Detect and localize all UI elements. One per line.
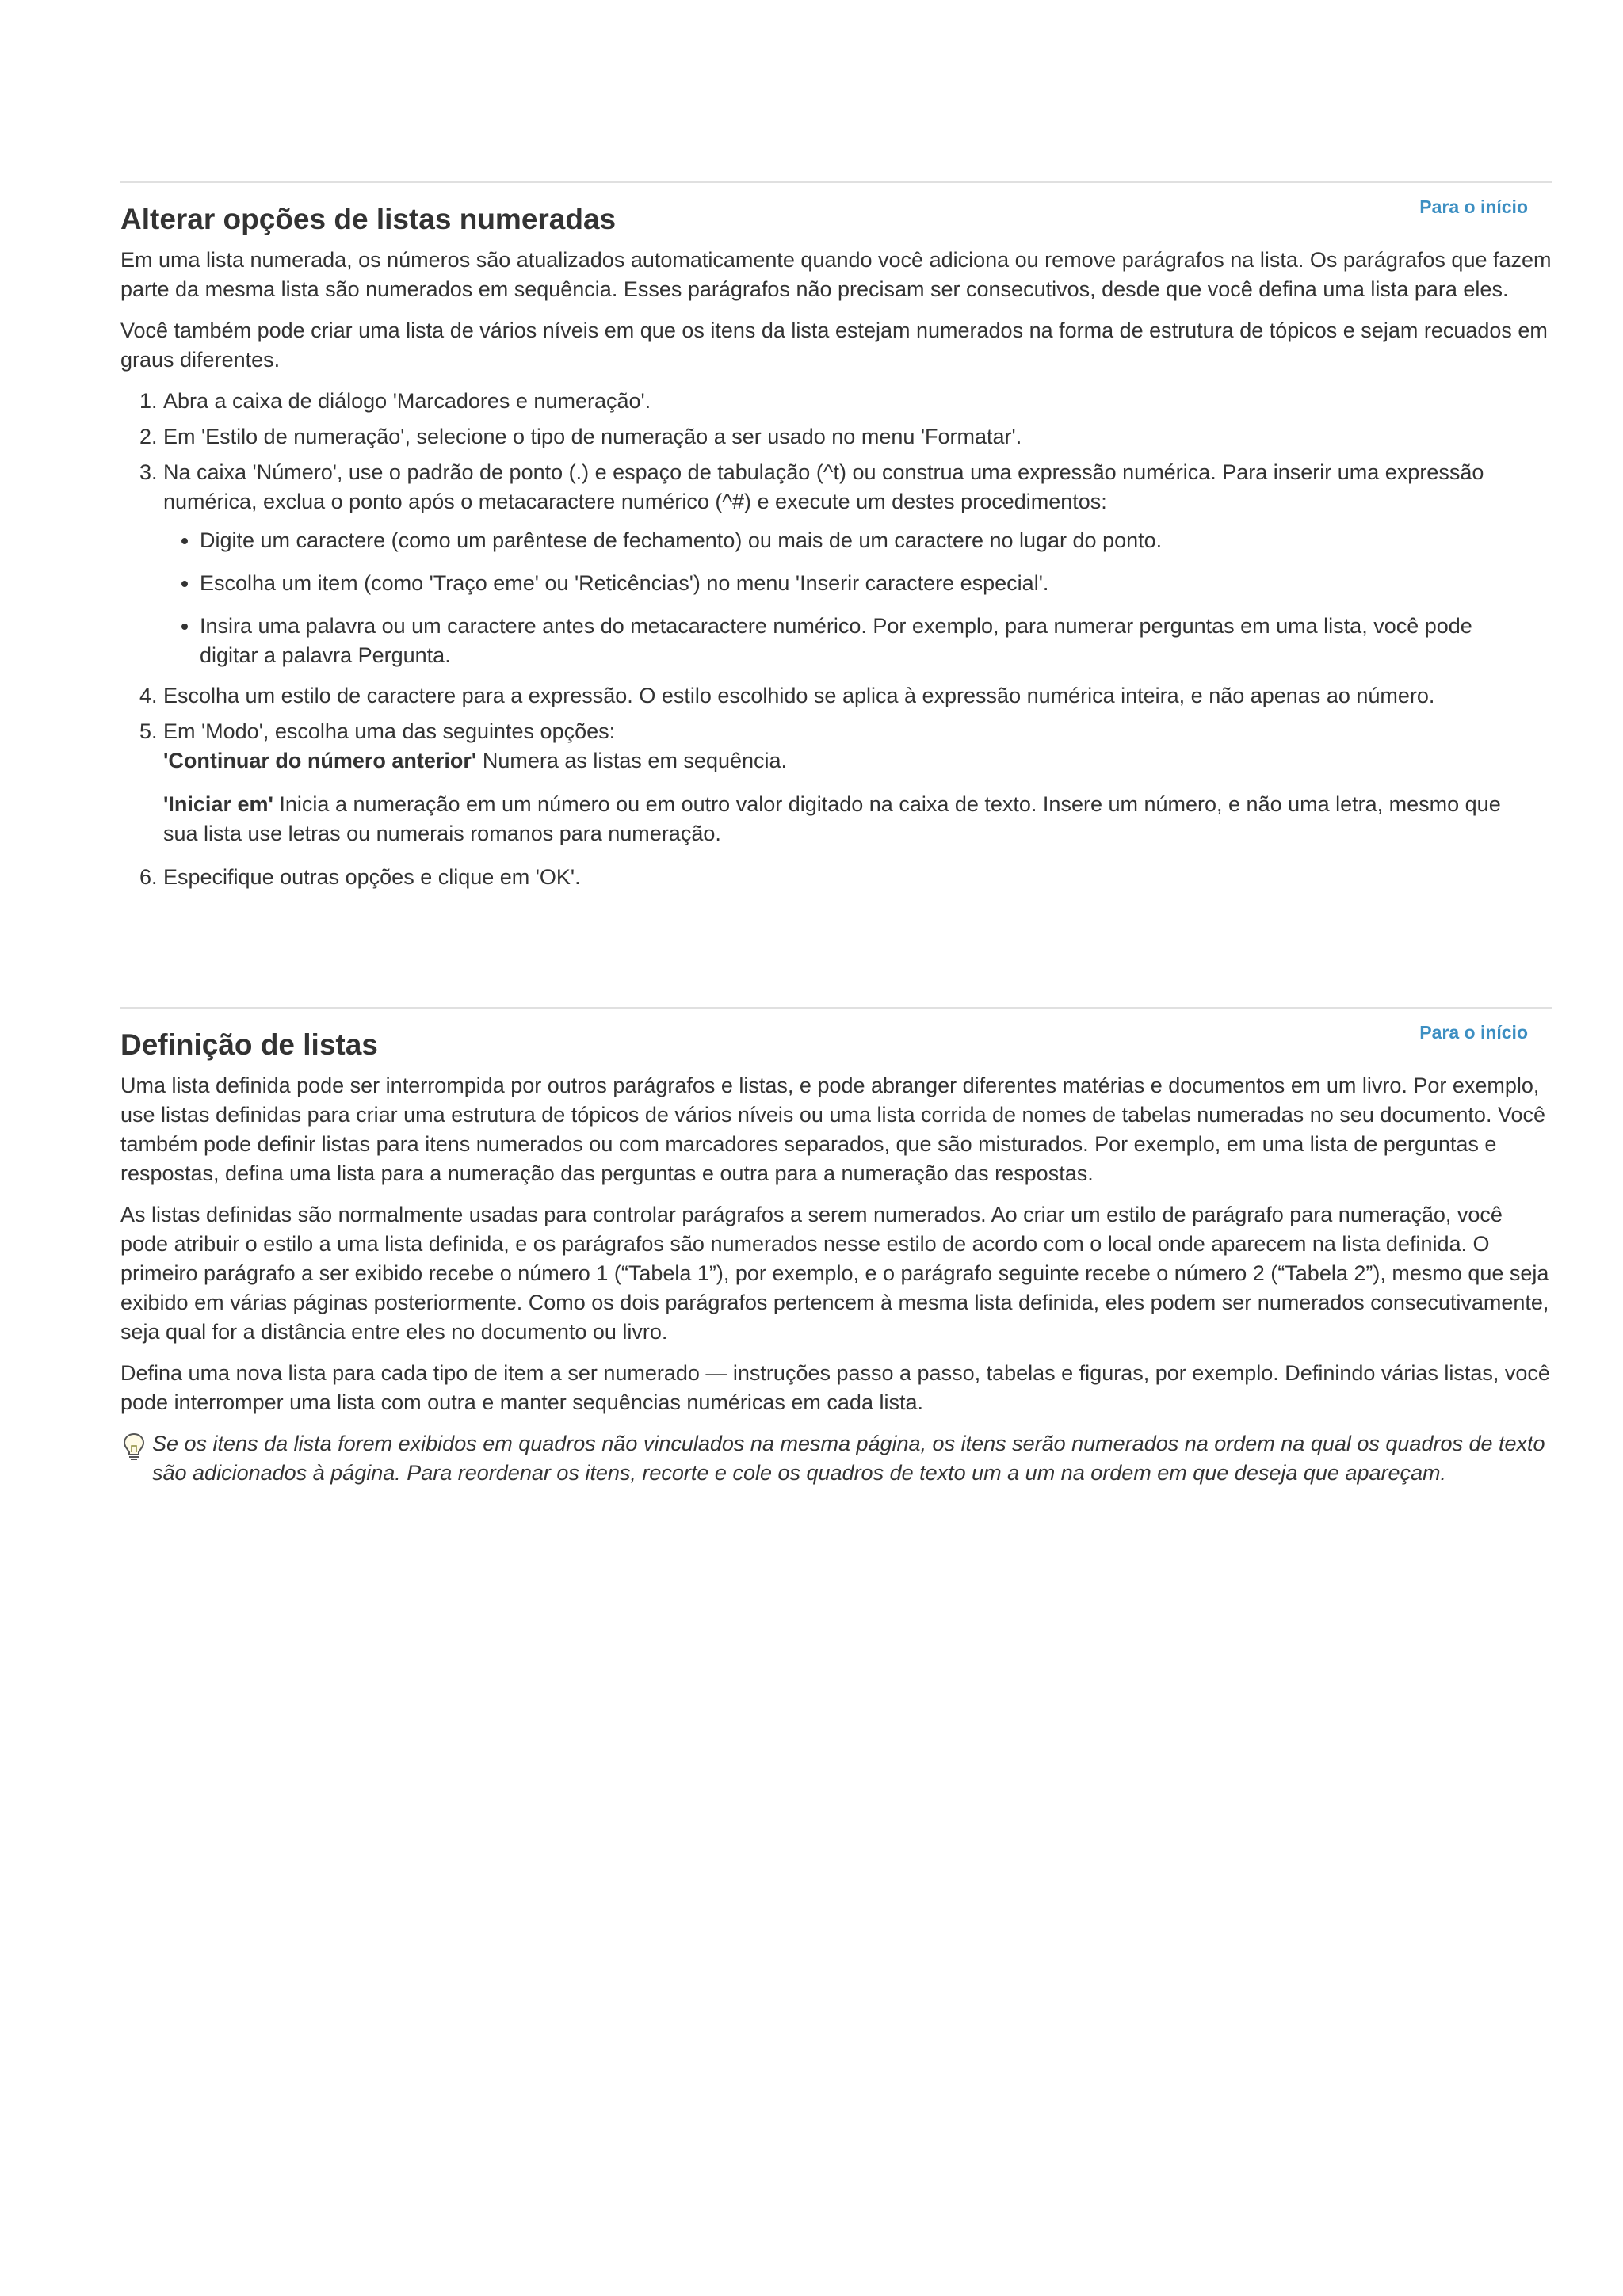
paragraph: Defina uma nova lista para cada tipo de item a ser numerado — instruções passo a passo, tabelas e figuras, por exemplo. Definindo várias listas, você pode interromper uma lista com outra e manter sequências numéricas em cada lista.	[120, 1361, 1550, 1414]
section-title: Definição de listas	[120, 1028, 378, 1061]
step-item	[163, 387, 1510, 416]
paragraph: Em uma lista numerada, os números são atualizados automaticamente quando você adiciona ou remove parágrafos na lista. Os parágrafos que fazem parte da mesma lista são numerados em sequência. Esses parágrafos não precisam ser consecutivos, desde que você defina uma lista para eles.	[120, 248, 1552, 301]
tip-note	[120, 1429, 1552, 1488]
steps-list	[120, 387, 1510, 892]
mode-option-continue	[163, 746, 1510, 776]
step-item	[163, 458, 1510, 670]
step-text: Especifique outras opções e clique em 'OK'.	[163, 865, 581, 889]
step-item	[163, 863, 1510, 892]
step-text: Em 'Modo', escolha uma das seguintes opções:	[163, 719, 616, 743]
step-text: Na caixa 'Número', use o padrão de ponto (.) e espaço de tabulação (^t) ou construa uma expressão numérica. Para inserir uma expressão numérica, exclua o ponto após o metacaractere numérico (^#) e execute um destes procedimentos:	[163, 460, 1484, 513]
mode-option-start-at	[163, 790, 1510, 849]
step-text: Em 'Estilo de numeração', selecione o tipo de numeração a ser usado no menu 'Formatar'.	[163, 425, 1022, 448]
step-item	[163, 717, 1510, 849]
section-numbered-list-options	[120, 181, 1552, 892]
section-title: Alterar opções de listas numeradas	[120, 203, 617, 235]
back-to-top-link[interactable]: Para o início	[1419, 1022, 1528, 1043]
paragraph: As listas definidas são normalmente usadas para controlar parágrafos a serem numerados. Ao criar um estilo de parágrafo para numeração, você pode atribuir o estilo a uma lista definida, e os parágrafos são numerados nesse estilo de acordo com o local onde aparecem na lista definida. O primeiro parágrafo a ser exibido recebe o número 1 (“Tabela 1”), por exemplo, e o parágrafo seguinte recebe o número 2 (“Tabela 2”), mesmo que seja exibido em várias páginas posteriormente. Como os dois parágrafos pertencem à mesma lista definida, eles podem ser numerados consecutivamente, seja qual for a distância entre eles no documento ou livro.	[120, 1203, 1549, 1344]
step-item	[163, 681, 1510, 711]
tip-text: Se os itens da lista forem exibidos em quadros não vinculados na mesma página, os itens serão numerados na ordem na qual os quadros de texto são adicionados à página. Para reordenar os itens, recorte e cole os quadros de texto um a um na ordem em que deseja que apareçam.	[152, 1432, 1545, 1485]
bullet-item: • Escolha um item (como 'Traço eme' ou 'Reticências') no menu 'Inserir caractere especial'.	[200, 569, 1510, 598]
option-description: Inicia a numeração em um número ou em outro valor digitado na caixa de texto. Insere um número, e não uma letra, mesmo que sua lista use letras ou numerais romanos para numeração.	[163, 792, 1501, 845]
step-text: Abra a caixa de diálogo 'Marcadores e numeração'.	[163, 389, 651, 413]
section-defined-lists	[120, 1007, 1552, 1488]
bullet-list	[163, 526, 1510, 670]
paragraph: Uma lista definida pode ser interrompida por outros parágrafos e listas, e pode abranger diferentes matérias e documentos em um livro. Por exemplo, use listas definidas para criar uma estrutura de tópicos de vários níveis ou uma lista corrida de nomes de tabelas numeradas no seu documento. Você também pode definir listas para itens numerados ou com marcadores separados, que são misturados. Por exemplo, em uma lista de perguntas e respostas, defina uma lista para a numeração das perguntas e outra para a numeração das respostas.	[120, 1074, 1545, 1185]
option-name: 'Iniciar em'	[163, 792, 273, 816]
lightbulb-icon	[120, 1432, 147, 1462]
option-name: 'Continuar do número anterior'	[163, 749, 477, 772]
step-text: Escolha um estilo de caractere para a expressão. O estilo escolhido se aplica à expressão numérica inteira, e não apenas ao número.	[163, 684, 1435, 707]
option-description: Numera as listas em sequência.	[476, 749, 788, 772]
bullet-item: • Insira uma palavra ou um caractere antes do metacaractere numérico. Por exemplo, para numerar perguntas em uma lista, você pode digitar a palavra Pergunta.	[200, 612, 1510, 670]
step-item	[163, 422, 1510, 452]
paragraph: Você também pode criar uma lista de vários níveis em que os itens da lista estejam numerados na forma de estrutura de tópicos e sejam recuados em graus diferentes.	[120, 318, 1548, 372]
back-to-top-link[interactable]: Para o início	[1419, 196, 1528, 217]
bullet-item: • Digite um caractere (como um parêntese de fechamento) ou mais de um caractere no lugar do ponto.	[200, 526, 1510, 555]
